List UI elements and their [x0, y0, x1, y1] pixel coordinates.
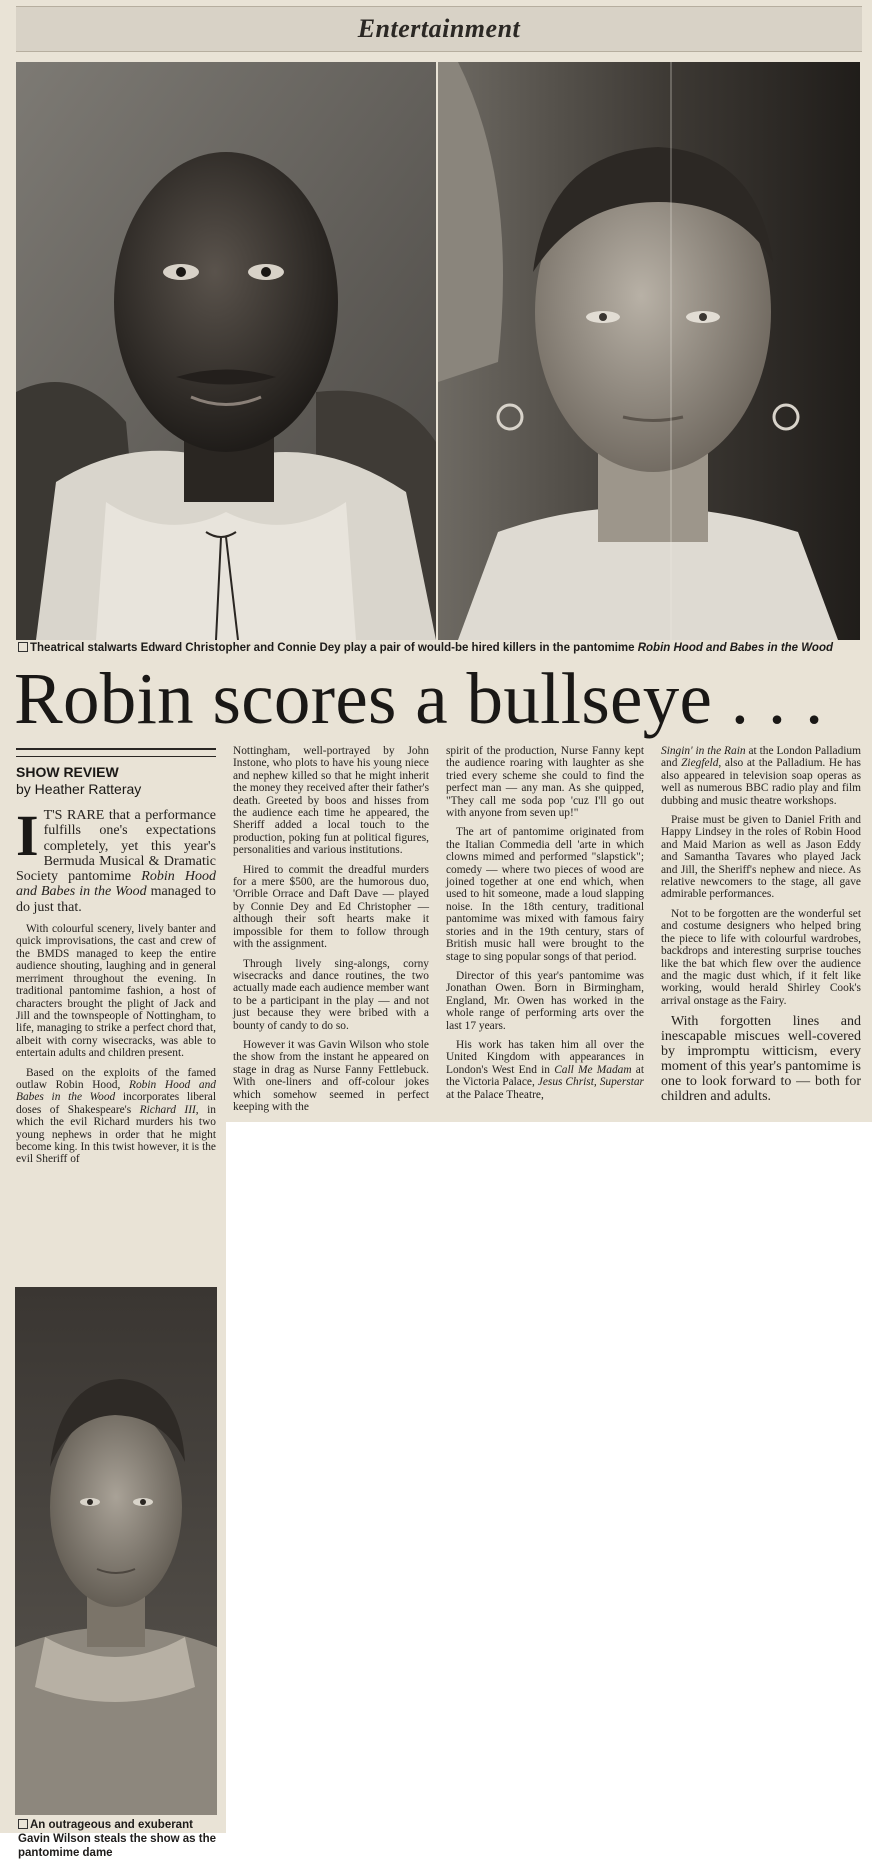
closing-paragraph: With forgotten lines and inescapable miscues well-covered by impromptu witticism, every moment of this year's pantomime is one to look forward to — both for children and adults. — [661, 1014, 861, 1105]
paragraph: However it was Gavin Wilson who stole the show from the instant he appeared on stage in drag as Nurse Fanny Fettlebuck. With one-liners and off-colour jokes which somehow seemed in perfect keeping with the — [233, 1038, 429, 1113]
photo-caption-top — [18, 641, 868, 655]
article-column-3 — [446, 745, 644, 1108]
photo-caption-gavin — [18, 1818, 223, 1860]
caption-marker-icon — [18, 1819, 28, 1829]
byline: by Heather Ratteray — [16, 781, 142, 797]
paragraph: Singin' in the Rain at the London Palladium and Ziegfeld, also at the Palladium. He has also appeared in television soap operas as well as numerous BBC radio play and film dubbing and music theatre workshops. — [661, 745, 861, 807]
paragraph: spirit of the production, Nurse Fanny kept the audience roaring with laughter as she tried every scheme she could to find the perfect man — any man. As she quipped, "They call me soda pop 'cuz I'll go out with anyone from seven up!" — [446, 745, 644, 820]
kicker-label: SHOW REVIEW — [16, 764, 119, 780]
caption-top-text: Theatrical stalwarts Edward Christopher and Connie Dey play a pair of would-be hired killers in the pantomime — [30, 642, 635, 654]
caption-gavin-text: An outrageous and exuberant Gavin Wilson steals the show as the pantomime dame — [18, 1819, 217, 1859]
drop-cap: I — [16, 803, 39, 868]
paragraph: Praise must be given to Daniel Frith and Happy Lindsey in the roles of Robin Hood and Maid Marion as well as Jason Eddy and Samantha Tavares who played Jack and Jill, the Sheriff's nephew and niece. As relative newcomers to the stage, all gave admirable performances. — [661, 814, 861, 901]
paragraph: Based on the exploits of the famed outlaw Robin Hood, Robin Hood and Babes in the Wood incorporates liberal doses of Shakespeare's Richard III, in which the evil Richard murders his two young nephews in order that he might become king. In this twist however, it is the evil Sheriff of — [16, 1066, 216, 1166]
photo-edward-christopher — [16, 62, 436, 640]
caption-top-italic: Robin Hood and Babes in the Wood — [637, 642, 833, 654]
rule-top — [16, 748, 216, 750]
paragraph: Nottingham, well-portrayed by John Instone, who plots to have his young niece and nephew killed so that he might inherit the money they received after their father's death. Greeted by boos and hisses from the audience each time he appeared, the Sheriff added a local touch to the production, poking fun at political figures, personalities and various institutions. — [233, 745, 429, 857]
lede-paragraph: I T'S RARE that a performance fulfills one's expectations completely, yet this year's Bermuda Musical & Dramatic Society pantomime Robin Hood and Babes in the Wood managed to do just that. — [16, 803, 216, 915]
paragraph: Not to be forgotten are the wonderful set and costume designers who helped bring the piece to life with colourful wardrobes, backdrops and interesting surprise touches like the bat which flew over the audience and the magic dust which, if it felt like working, would herald Shirley Cook's arrival onstage as the Fairy. — [661, 907, 861, 1007]
paragraph: Hired to commit the dreadful murders for a mere $500, are the humorous duo, 'Orrible Orrace and Daft Dave — played by Connie Dey and Ed Christopher — although their soft hearts make it impossible for them to follow through with the assignment. — [233, 863, 429, 951]
article-column-2 — [233, 745, 429, 1120]
article-column-1 — [16, 803, 216, 1173]
paragraph: Through lively sing-alongs, corny wisecracks and dance routines, the two actually made each audience member want to be a participant in the play — and not just because they were bribed with a bounty of candy to do so. — [233, 957, 429, 1032]
paragraph: Director of this year's pantomime was Jonathan Owen. Born in Birmingham, England, Mr. Owen has worked in the whole range of performing arts over the last 17 years. — [446, 969, 644, 1032]
section-title: Entertainment — [357, 14, 521, 43]
paragraph: The art of pantomime originated from the Italian Commedia dell 'arte in which clowns mimed and performed "slapstick"; comedy — where two pieces of wood are joined together at one end which, when used to hit someone, made a loud slapping noise. In the 18th century, traditional pantomime was mixed with famous fairy stories and in the 19th century, stars of British music hall were brought to the stage to sing popular songs of that period. — [446, 826, 644, 963]
photo-connie-dey — [438, 62, 860, 640]
photo-gavin-wilson — [15, 1287, 217, 1815]
caption-marker-icon — [18, 642, 28, 652]
section-header — [16, 6, 862, 52]
headline: Robin scores a bullseye . . . — [14, 658, 824, 739]
rule-bottom — [16, 756, 216, 757]
article-column-4 — [661, 745, 861, 1111]
paragraph: His work has taken him all over the United Kingdom with appearances in London's West End in Call Me Madam at the Victoria Palace, Jesus Christ, Superstar at the Palace Theatre, — [446, 1038, 644, 1101]
paragraph: With colourful scenery, lively banter and quick improvisations, the cast and crew of the BMDS managed to keep the entire audience shouting, laughing and in general merriment throughout the evening. In traditional pantomime fashion, a host of characters brought the plight of Jack and Jill and the townspeople of Nottingham, to life, managing to strike a perfect chord that, albeit with corny wisecracks, was able to entertain adults and children present. — [16, 923, 216, 1060]
